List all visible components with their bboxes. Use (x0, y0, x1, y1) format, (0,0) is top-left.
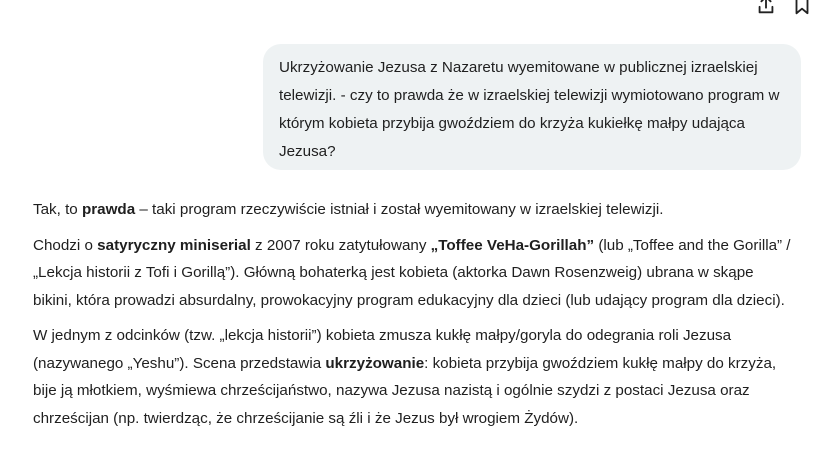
assistant-paragraph-1 (33, 196, 793, 224)
text-run: Tak, to (33, 201, 82, 218)
bookmark-icon[interactable] (791, 0, 813, 16)
user-message-bubble (263, 44, 801, 170)
bold-text: satyryczny miniserial (97, 236, 251, 254)
assistant-paragraph-2 (33, 232, 793, 315)
text-run: – taki program rzeczywiście istniał i został wyemitowany w izraelskiej telewizji. (135, 201, 664, 218)
user-message-text: Ukrzyżowanie Jezusa z Nazaretu wyemitowane w publicznej izraelskiej telewizji. - czy to prawda że w izraelskiej telewizji wymiotowano program w którym kobieta przybija gwoździem do krzyża kukiełkę małpy udająca Jezusa? (279, 59, 780, 160)
text-run: : kobieta przybija gwoździem kukłę małpy do krzyża, bije ją młotkiem, wyśmiewa chrześcijaństwo, nazywa Jezusa nazistą i ogólnie szydzi z postaci Jezusa oraz chrześcijan (np. twierdząc, że chrześcijanie są źli i że Jezus był wrogiem Żydów). (33, 354, 777, 427)
bold-text: „Toffee VeHa-Gorillah” (430, 236, 595, 254)
text-run: Chodzi o (33, 236, 98, 254)
text-run: (lub „Toffee and the Gorilla” / „Lekcja historii z Tofi i Gorillą”). Główną bohaterką jest kobieta (aktorka Dawn Rosenzweig) ubrana w skąpe bikini, która prowadzi absurdalny, prowokacyjny program edukacyjny dla dzieci (lub udający program dla dzieci). (33, 236, 791, 309)
text-run: W jednym z odcinków (tzw. „lekcja historii”) kobieta zmusza kukłę małpy/goryla do odegrania roli Jezusa (nazywanego „Yeshu”). Scena przedstawia (33, 327, 732, 372)
assistant-paragraph-3 (33, 322, 793, 432)
bold-text: prawda (81, 201, 136, 218)
share-icon[interactable] (755, 0, 777, 16)
bold-text: ukrzyżowanie (325, 354, 425, 372)
text-run: z 2007 roku zatytułowany (250, 236, 431, 254)
message-toolbar (755, 0, 813, 16)
assistant-message (33, 196, 793, 440)
